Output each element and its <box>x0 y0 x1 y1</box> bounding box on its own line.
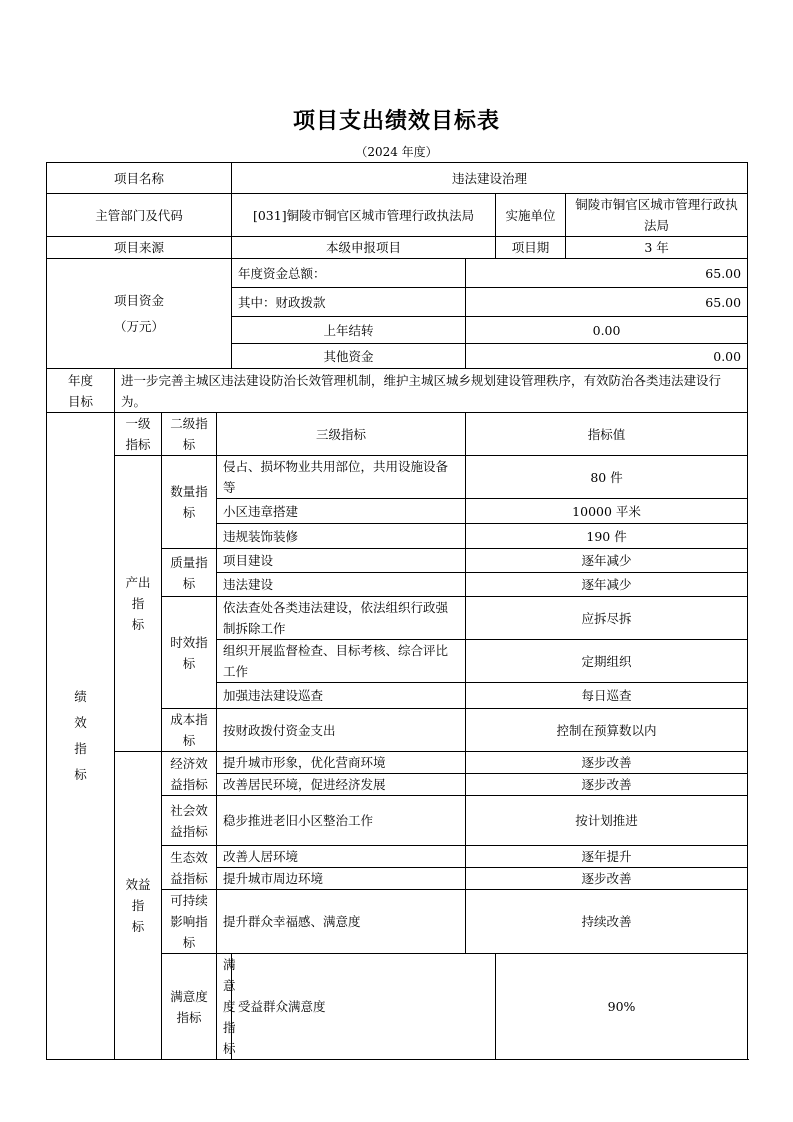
implementing-unit-value: 铜陵市铜官区城市管理行政执法局 <box>566 194 748 237</box>
indicator-name: 加强违法建设巡查 <box>217 683 466 709</box>
indicator-name: 改善居民环境，促进经济发展 <box>217 774 466 796</box>
indicator-name: 提升城市周边环境 <box>217 868 466 890</box>
indicator-value: 80 件 <box>466 456 748 499</box>
indicator-name: 稳步推进老旧小区整治工作 <box>217 796 466 846</box>
fiscal-allocation-label: 其中：财政拨款 <box>232 288 466 317</box>
project-name-label: 项目名称 <box>47 163 232 194</box>
indicator-value: 逐步改善 <box>466 774 748 796</box>
performance-indicators-label: 绩 效 指 标 <box>47 413 115 1060</box>
performance-table <box>46 162 748 1060</box>
indicator-name: 依法查处各类违法建设，依法组织行政强制拆除工作 <box>217 597 466 640</box>
indicator-name: 提升群众幸福感、满意度 <box>217 890 466 954</box>
ecological-benefit-label: 生态效 益指标 <box>162 846 217 890</box>
indicator-value: 应拆尽拆 <box>466 597 748 640</box>
project-source-label: 项目来源 <box>47 237 232 259</box>
level1-header: 一级 指标 <box>115 413 162 456</box>
benefit-indicators-label: 效益指 标 <box>115 752 162 1060</box>
indicator-value: 10000 平米 <box>466 499 748 524</box>
indicator-value: 逐年提升 <box>466 846 748 868</box>
indicator-name: 小区违章搭建 <box>217 499 466 524</box>
indicator-value: 按计划推进 <box>466 796 748 846</box>
indicator-name: 提升城市形象，优化营商环境 <box>217 752 466 774</box>
indicator-value: 定期组织 <box>466 640 748 683</box>
indicator-name: 违法建设 <box>217 573 466 597</box>
indicator-value: 控制在预算数以内 <box>466 709 748 752</box>
indicator-name: 受益群众满意度 <box>232 954 496 1060</box>
sustainable-impact-label: 可持续 影响指 标 <box>162 890 217 954</box>
indicator-value: 90% <box>496 954 748 1060</box>
indicator-value: 逐年减少 <box>466 549 748 573</box>
indicator-value: 每日巡查 <box>466 683 748 709</box>
project-period-value: 3 年 <box>566 237 748 259</box>
carryover-label: 上年结转 <box>232 317 466 344</box>
fiscal-allocation-value: 65.00 <box>466 288 748 317</box>
project-name-value: 违法建设治理 <box>232 163 748 194</box>
timeliness-indicators-label: 时效指 标 <box>162 597 217 709</box>
indicator-value: 逐步改善 <box>466 752 748 774</box>
indicator-name: 组织开展监督检查、目标考核、综合评比工作 <box>217 640 466 683</box>
project-source-value: 本级申报项目 <box>232 237 496 259</box>
department-label: 主管部门及代码 <box>47 194 232 237</box>
project-period-label: 项目期 <box>496 237 566 259</box>
satisfaction-level2-label: 满意度 指标 <box>217 954 232 1060</box>
quality-indicators-label: 质量指 标 <box>162 549 217 597</box>
indicator-value: 持续改善 <box>466 890 748 954</box>
indicator-value: 逐步改善 <box>466 868 748 890</box>
economic-benefit-label: 经济效 益指标 <box>162 752 217 796</box>
level2-header: 二级指 标 <box>162 413 217 456</box>
page-title: 项目支出绩效目标表 <box>292 108 500 134</box>
indicator-value-header: 指标值 <box>466 413 748 456</box>
implementing-unit-label: 实施单位 <box>496 194 566 237</box>
indicator-name: 改善人居环境 <box>217 846 466 868</box>
social-benefit-label: 社会效 益指标 <box>162 796 217 846</box>
cost-indicators-label: 成本指 标 <box>162 709 217 752</box>
carryover-value: 0.00 <box>466 317 748 344</box>
indicator-value: 190 件 <box>466 524 748 549</box>
project-funds-label: 项目资金 （万元） <box>47 259 232 369</box>
indicator-name: 侵占、损坏物业共用部位，共用设施设备等 <box>217 456 466 499</box>
year-label: （2024 年度） <box>355 145 438 159</box>
level3-header: 三级指标 <box>217 413 466 456</box>
satisfaction-level1-label: 满意度 指标 <box>162 954 217 1060</box>
indicator-name: 项目建设 <box>217 549 466 573</box>
indicator-value: 逐年减少 <box>466 573 748 597</box>
output-indicators-label: 产出指 标 <box>115 456 162 752</box>
other-funds-value: 0.00 <box>466 344 748 369</box>
annual-funds-total-value: 65.00 <box>466 259 748 288</box>
quantity-indicators-label: 数量指 标 <box>162 456 217 549</box>
department-value: [031]铜陵市铜官区城市管理行政执法局 <box>232 194 496 237</box>
annual-funds-total-label: 年度资金总额： <box>232 259 466 288</box>
annual-goal-text: 进一步完善主城区违法建设防治长效管理机制，维护主城区城乡规划建设管理秩序，有效防治各类违法建设行为。 <box>115 369 748 413</box>
indicator-name: 按财政拨付资金支出 <box>217 709 466 752</box>
annual-goal-label: 年度 目标 <box>47 369 115 413</box>
indicator-name: 违规装饰装修 <box>217 524 466 549</box>
other-funds-label: 其他资金 <box>232 344 466 369</box>
